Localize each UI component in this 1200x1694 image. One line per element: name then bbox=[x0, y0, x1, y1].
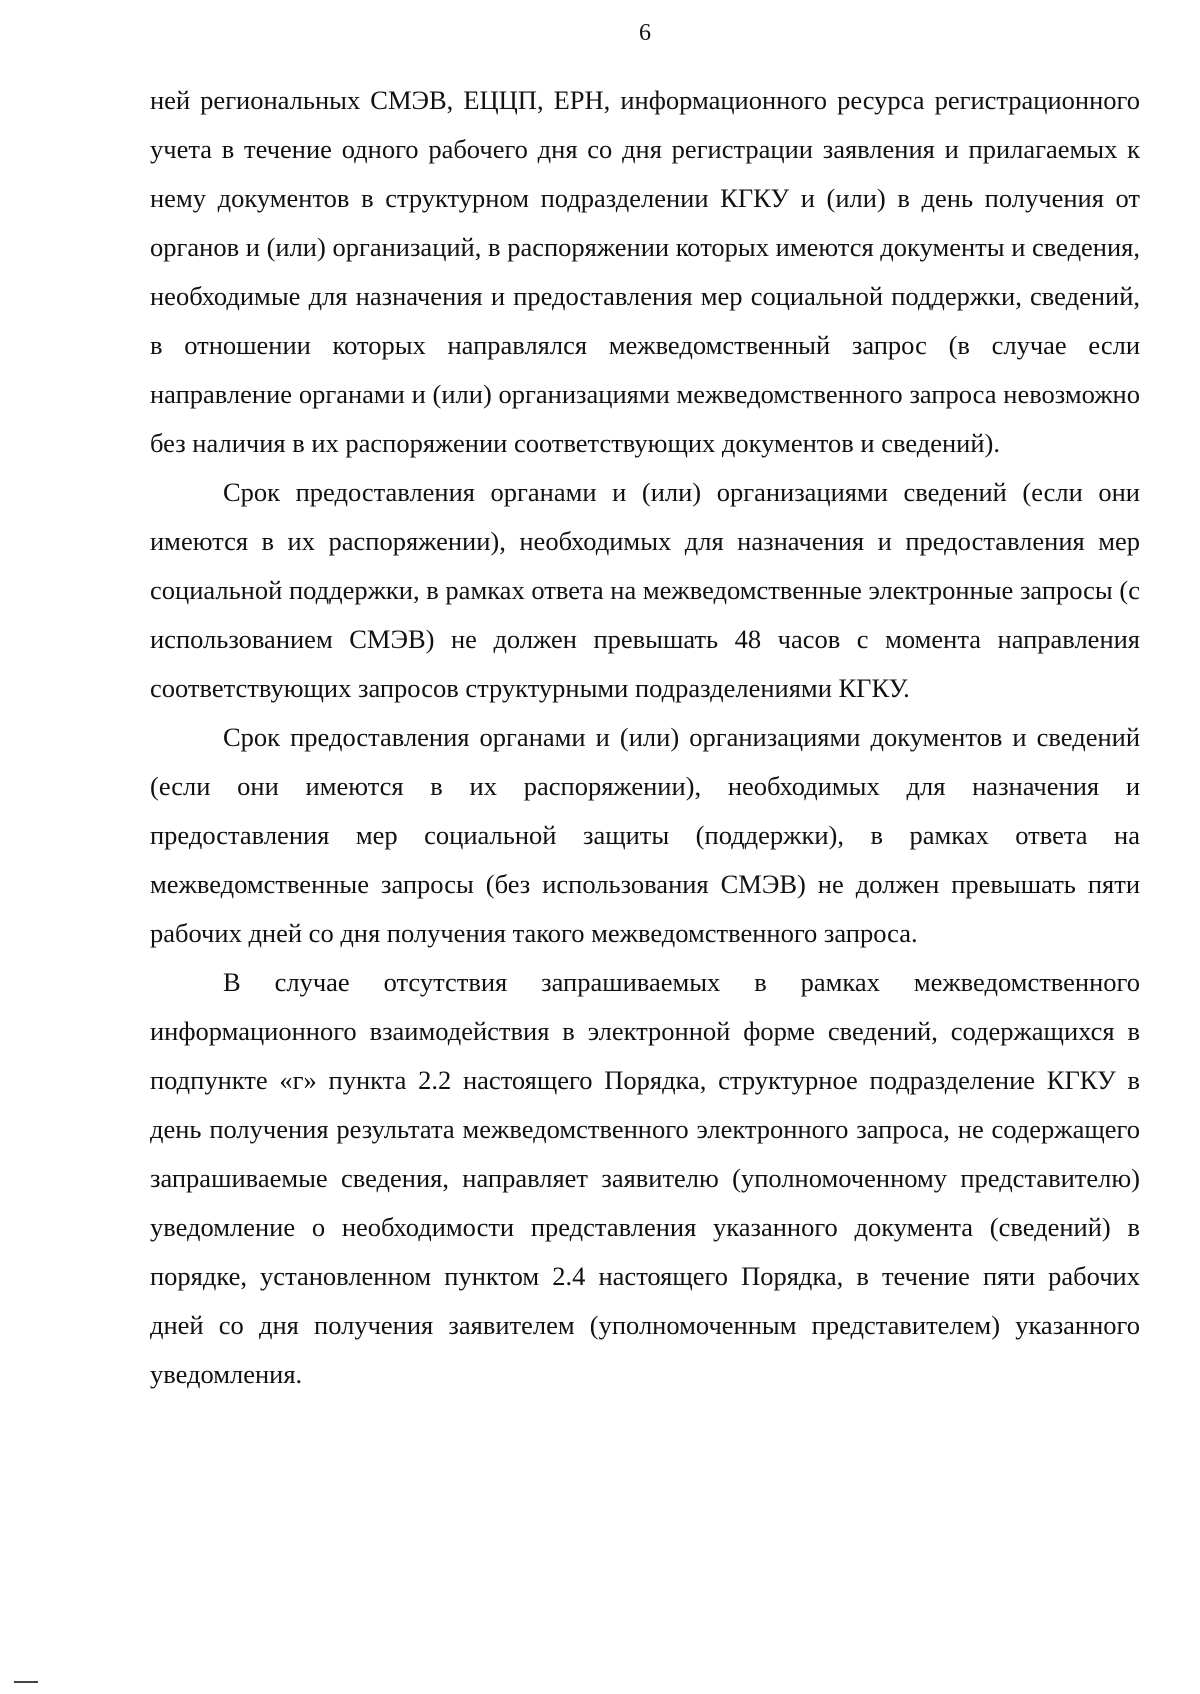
paragraph-non-smev-deadline: Срок предоставления органами и (или) организациями документов и сведений (если они имеются в их распоряжении), необходимых для назначения и предоставления мер социальной защиты (поддержки), в рамках ответа на межведомственные запросы (без использования СМЭВ) не должен превышать пяти рабочих дней со дня получения такого межведомственного запроса. bbox=[150, 722, 1140, 948]
paragraph-smev-deadline: Срок предоставления органами и (или) организациями сведений (если они имеются в их распоряжении), необходимых для назначения и предоставления мер социальной поддержки, в рамках ответа на межведомственные электронные запросы (с использованием СМЭВ) не должен превышать 48 часов с момента направления соответствующих запросов структурными подразделениями КГКУ. bbox=[150, 477, 1140, 703]
paragraph-continuation: ней региональных СМЭВ, ЕЦЦП, ЕРН, информационного ресурса регистрационного учета в течение одного рабочего дня со дня регистрации заявления и прилагаемых к нему документов в структурном подразделении КГКУ и (или) в день получения от органов и (или) организаций, в распоряжении которых имеются документы и сведения, необходимые для назначения и предоставления мер социальной поддержки, сведений, в отношении которых направлялся межведомственный запрос (в случае если направление органами и (или) организациями межведомственного запроса невозможно без наличия в их распоряжении соответствующих документов и сведений). bbox=[150, 85, 1140, 458]
paragraph-missing-information: В случае отсутствия запрашиваемых в рамках межведомственного информационного взаимодействия в электронной форме сведений, содержащихся в подпункте «г» пункта 2.2 настоящего Порядка, структурное подразделение КГКУ в день получения результата межведомственного электронного запроса, не содержащего запрашиваемые сведения, направляет заявителю (уполномоченному представителю) уведомление о необходимости представления указанного документа (сведений) в порядке, установленном пунктом 2.4 настоящего Порядка, в течение пяти рабочих дней со дня получения заявителем (уполномоченным представителем) указанного уведомления. bbox=[150, 967, 1140, 1389]
document-body bbox=[150, 76, 1140, 1399]
page-number: 6 bbox=[639, 20, 651, 46]
margin-dash-mark bbox=[14, 1681, 38, 1683]
